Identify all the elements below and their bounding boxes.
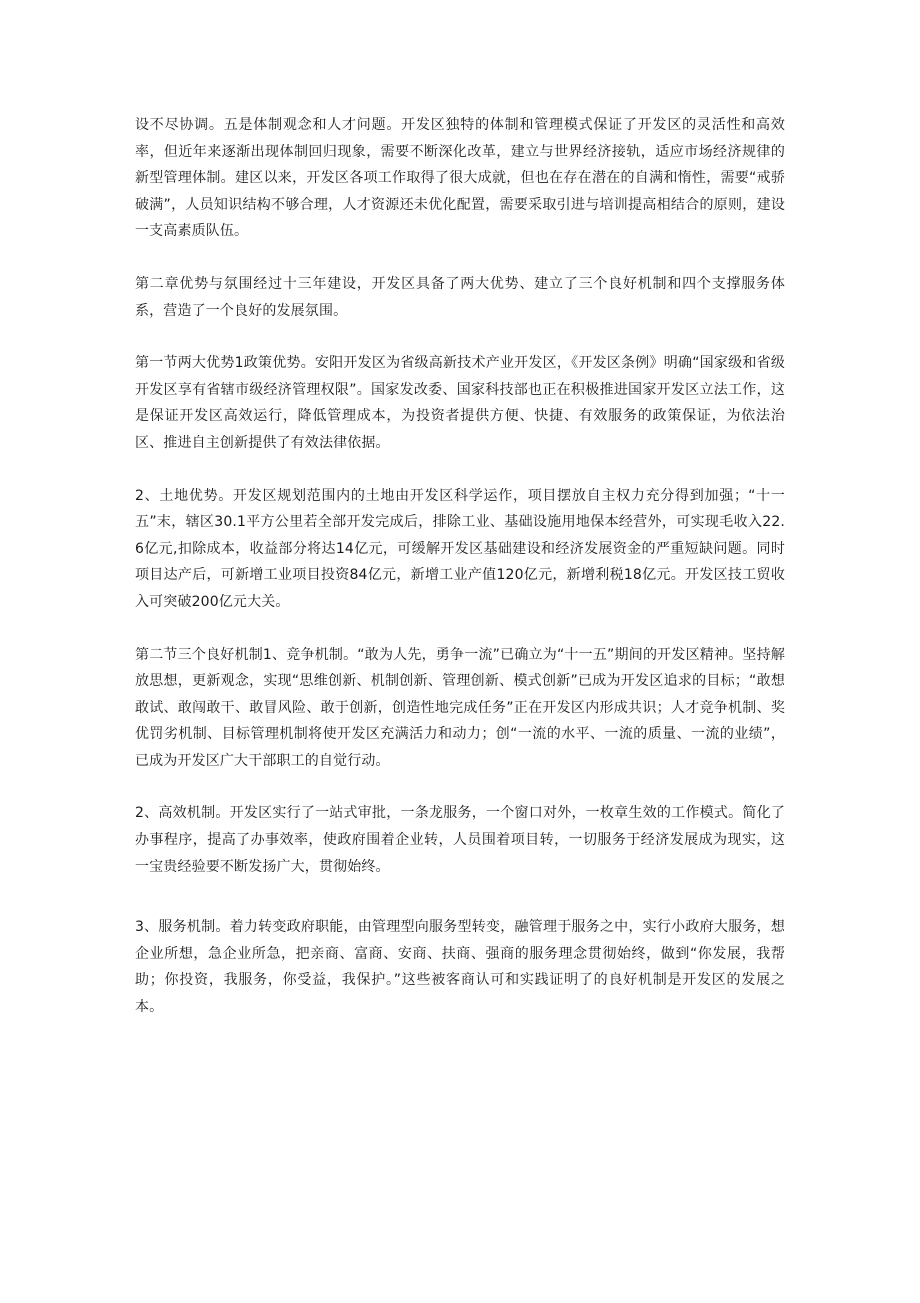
paragraph-land-advantage: 2、土地优势。开发区规划范围内的土地由开发区科学运作，项目摆放自主权力充分得到加强；“十一五”末，辖区30.1平方公里若全部开发完成后，排除工业、基础设施用地保本经营外，可实现毛收入22.6亿元,扣除成本，收益部分将达14亿元，可缓解开发区基础建设和经济发展资金的严重短缺问题。同时项目达产后，可新增工业项目投资84亿元，新增工业产值120亿元，新增利税18亿元。开发区技工贸收入可突破200亿元大关。 — [135, 487, 785, 610]
paragraph-efficiency-mechanism: 2、高效机制。开发区实行了一站式审批，一条龙服务，一个窗口对外，一枚章生效的工作模式。简化了办事程序，提高了办事效率，使政府围着企业转，人员围着项目转，一切服务于经济发展成为现实，这一宝贵经验要不断发扬广大，贯彻始终。 — [135, 805, 785, 875]
paragraph-policy-advantage: 第一节两大优势1政策优势。安阳开发区为省级高新技术产业开发区，《开发区条例》明确“国家级和省级开发区享有省辖市级经济管理权限”。国家发改委、国家科技部也正在积极推进国家开发区立法工作，这是保证开发区高效运行，降低管理成本，为投资者提供方便、快捷、有效服务的政策保证，为依法治区、推进自主创新提供了有效法律依据。 — [135, 355, 785, 451]
document-body — [135, 112, 785, 1021]
paragraph-chapter-two-intro: 第二章优势与氛围经过十三年建设，开发区具备了两大优势、建立了三个良好机制和四个支撑服务体系，营造了一个良好的发展氛围。 — [135, 275, 785, 319]
paragraph-service-mechanism: 3、服务机制。着力转变政府职能，由管理型向服务型转变，融管理于服务之中，实行小政府大服务，想企业所想，急企业所急，把亲商、富商、安商、扶商、强商的服务理念贯彻始终，做到“你发展，我帮助；你投资，我服务，你受益，我保护。”这些被客商认可和实践证明了的良好机制是开发区的发展之本。 — [135, 919, 785, 1016]
paragraph-competition-mechanism: 第二节三个良好机制1、竞争机制。“敢为人先，勇争一流”已确立为“十一五”期间的开发区精神。坚持解放思想，更新观念，实现“思维创新、机制创新、管理创新、模式创新”已成为开发区追求的目标；“敢想敢试、敢闯敢干、敢冒风险、敢于创新，创造性地完成任务”正在开发区内形成共识；人才竞争机制、奖优罚劣机制、目标管理机制将使开发区充满活力和动力；创“一流的水平、一流的质量、一流的业绩”，已成为开发区广大干部职工的自觉行动。 — [135, 646, 785, 769]
paragraph-system-talent: 设不尽协调。五是体制观念和人才问题。开发区独特的体制和管理模式保证了开发区的灵活性和高效率，但近年来逐渐出现体制回归现象，需要不断深化改革，建立与世界经济接轨，适应市场经济规律的新型管理体制。建区以来，开发区各项工作取得了很大成就，但也在存在潜在的自满和惰性，需要“戒骄破满”，人员知识结构不够合理，人才资源还未优化配置，需要采取引进与培训提高相结合的原则，建设一支高素质队伍。 — [135, 117, 785, 240]
